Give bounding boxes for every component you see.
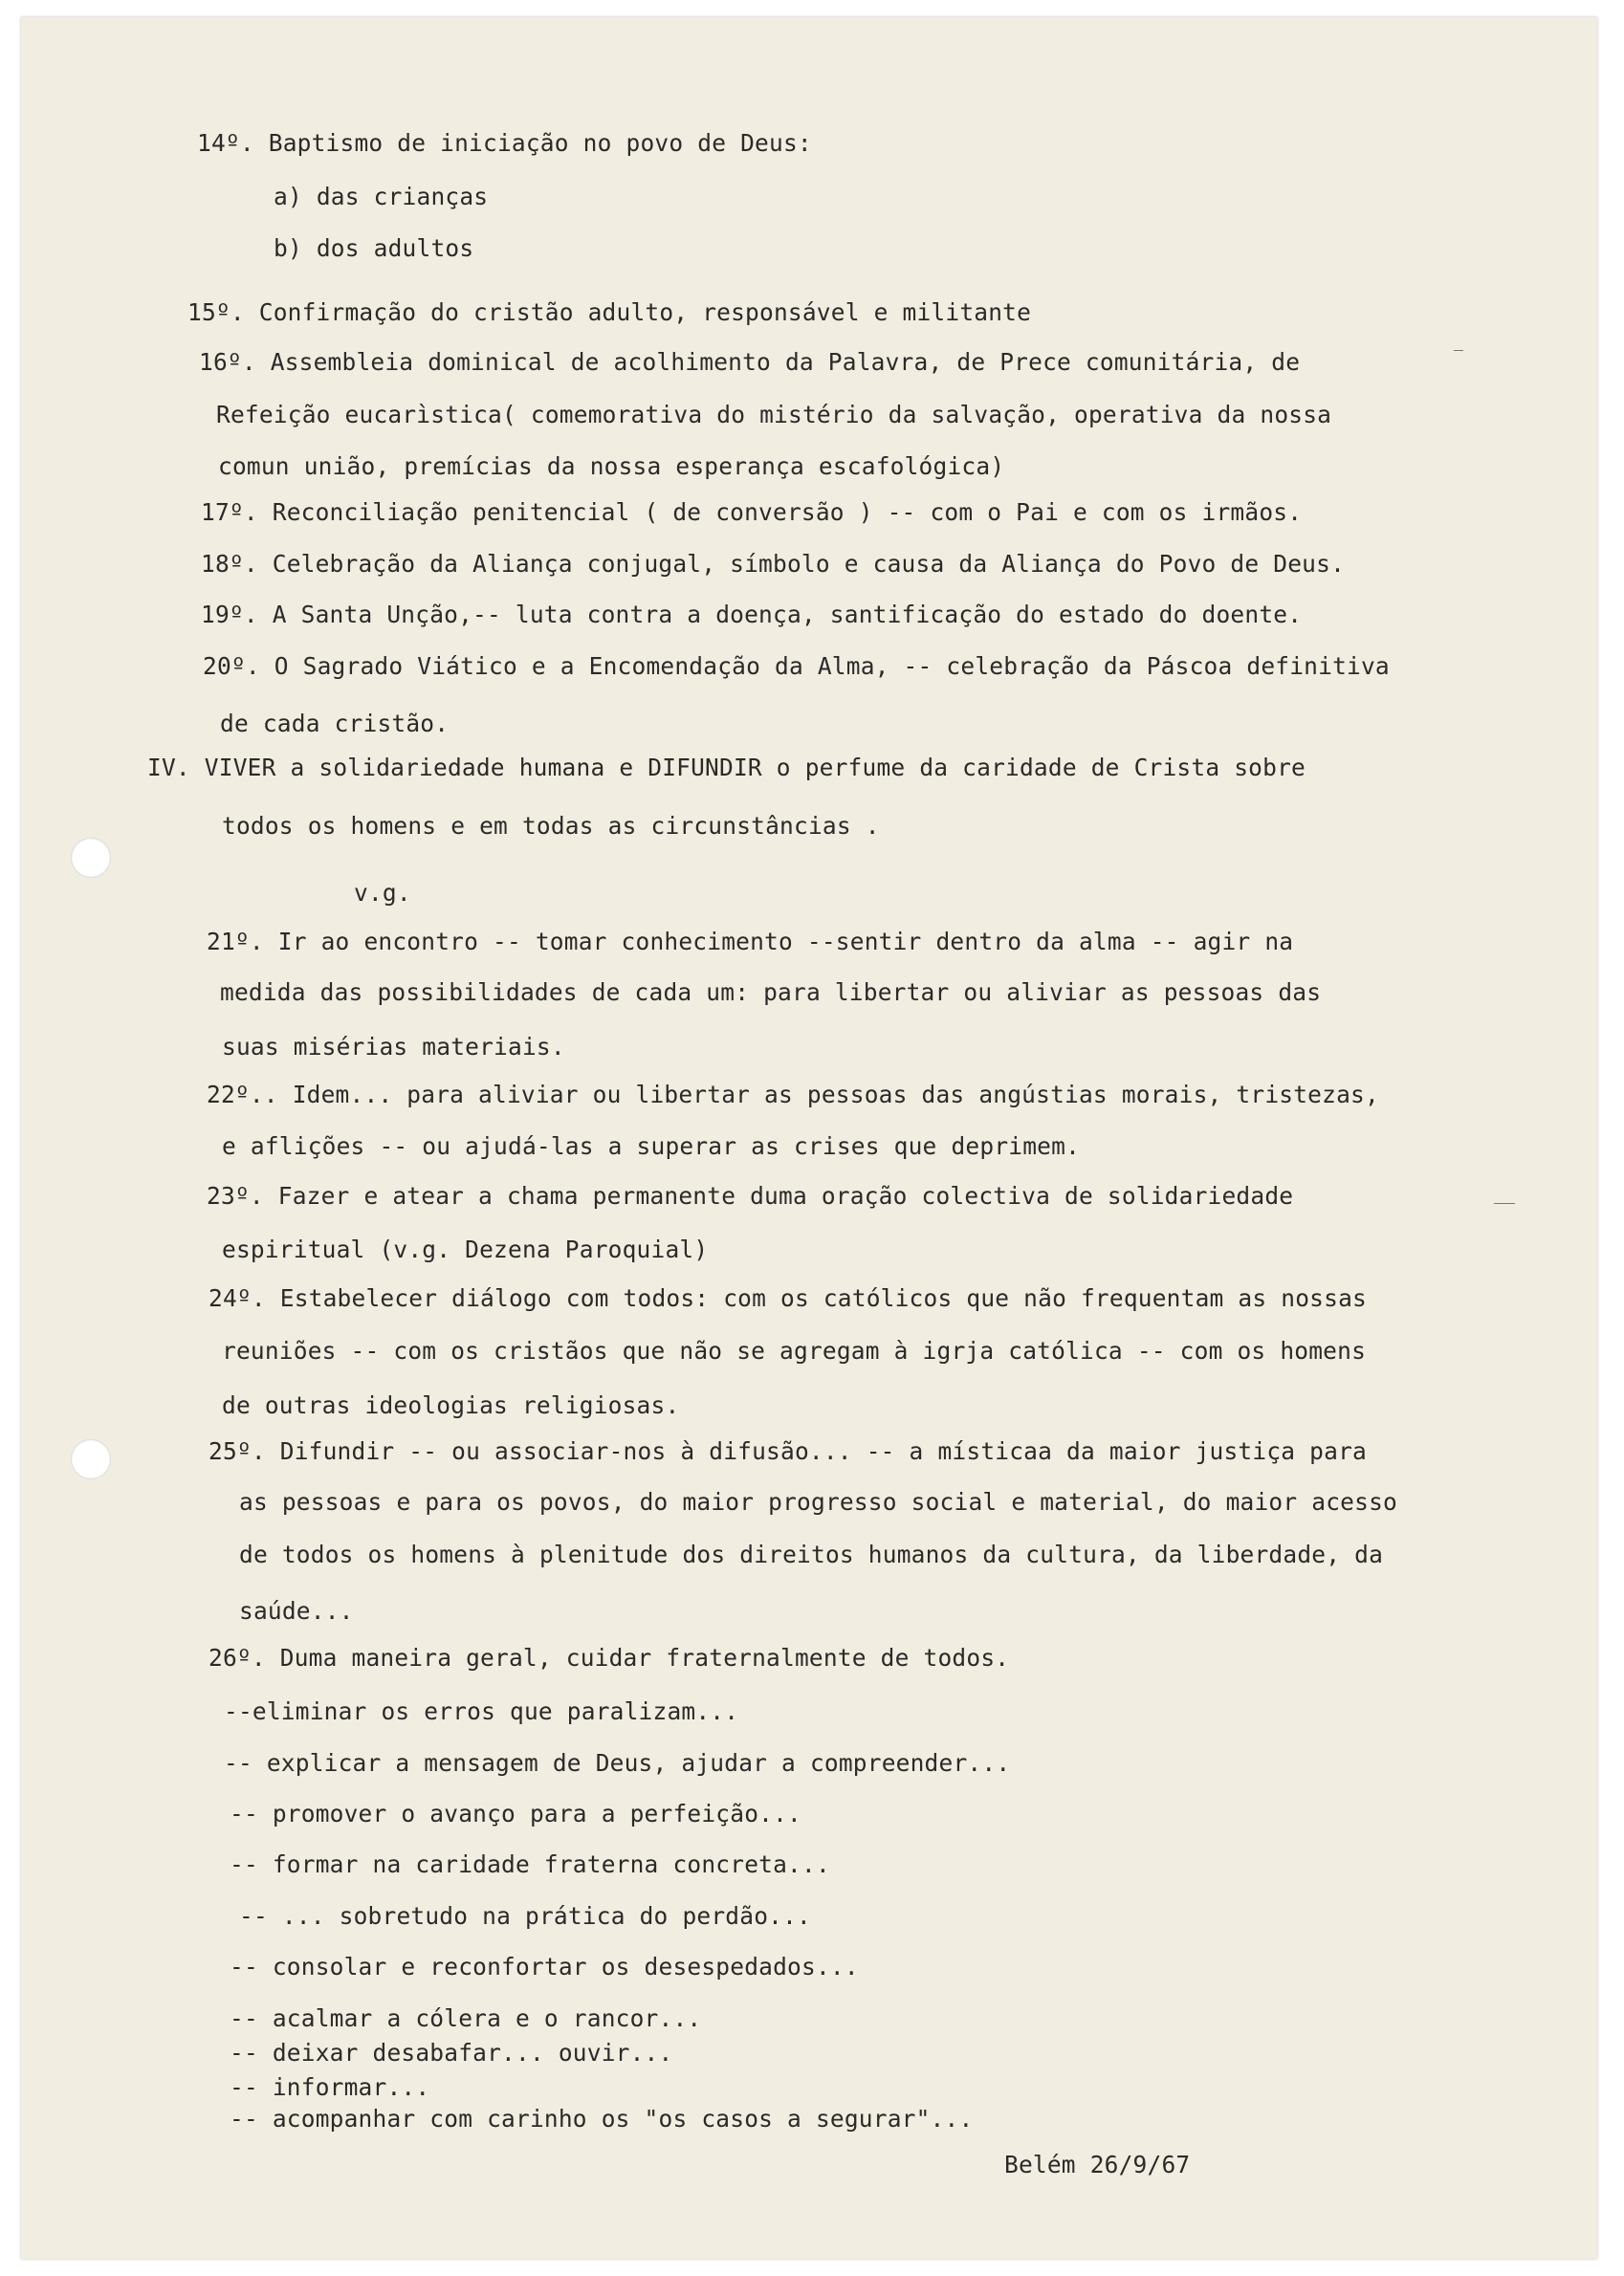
item-26-point-6: -- consolar e reconfortar os desespedados... [230,1953,859,1981]
punch-hole-top [71,838,111,878]
margin-mark [1454,350,1463,351]
item-25-line-1: 25º. Difundir -- ou associar-nos à difusão... -- a místicaa da maior justiça para [208,1437,1367,1465]
item-26-point-8: -- deixar desabafar... ouvir... [230,2039,673,2067]
item-21-line-2: medida das possibilidades de cada um: para libertar ou aliviar as pessoas das [220,978,1322,1006]
item-16-line-1: 16º. Assembleia dominical de acolhimento da Palavra, de Prece comunitária, de [199,348,1301,376]
item-19-line: 19º. A Santa Unção,-- luta contra a doença, santificação do estado do doente. [201,601,1303,628]
punch-hole-bottom [71,1439,111,1479]
margin-mark [1494,1203,1515,1204]
vg-label: v.g. [354,879,411,907]
item-22-line-1: 22º.. Idem... para aliviar ou libertar as pessoas das angústias morais, tristezas, [207,1081,1379,1108]
item-26-point-10: -- acompanhar com carinho os "os casos a segurar"... [230,2105,974,2133]
place-date-signature: Belém 26/9/67 [1004,2151,1191,2178]
item-16-line-3: comun união, premícias da nossa esperança escafológica) [218,452,1005,480]
item-21-line-1: 21º. Ir ao encontro -- tomar conhecimento --sentir dentro da alma -- agir na [207,928,1294,955]
item-25-line-4: saúde... [239,1597,354,1625]
section-iv-line-2: todos os homens e em todas as circunstâncias . [222,812,880,840]
item-20-line-1: 20º. O Sagrado Viático e a Encomendação da Alma, -- celebração da Páscoa definitiva [203,652,1390,680]
section-iv-line-1: IV. VIVER a solidariedade humana e DIFUNDIR o perfume da caridade de Crista sobre [147,754,1306,781]
item-14-option-a: a) das crianças [274,183,489,210]
item-26-point-7: -- acalmar a cólera e o rancor... [230,2004,702,2032]
item-14-option-b: b) dos adultos [274,234,474,262]
item-26-point-4: -- formar na caridade fraterna concreta... [230,1850,830,1878]
item-26-point-5: -- ... sobretudo na prática do perdão... [239,1902,812,1930]
item-24-line-2: reuniões -- com os cristãos que não se agregam à igrja católica -- com os homens [222,1337,1367,1365]
item-22-line-2: e aflições -- ou ajudá-las a superar as crises que deprimem. [222,1132,1081,1160]
item-26-point-3: -- promover o avanço para a perfeição... [230,1800,802,1827]
item-23-line-1: 23º. Fazer e atear a chama permanente duma oração colectiva de solidariedade [207,1182,1294,1210]
item-18-line: 18º. Celebração da Aliança conjugal, símbolo e causa da Aliança do Povo de Deus. [201,550,1346,578]
item-23-line-2: espiritual (v.g. Dezena Paroquial) [222,1236,709,1263]
item-15-line: 15º. Confirmação do cristão adulto, responsável e militante [187,298,1032,326]
item-26-point-2: -- explicar a mensagem de Deus, ajudar a compreender... [224,1749,1011,1777]
item-25-line-3: de todos os homens à plenitude dos direitos humanos da cultura, da liberdade, da [239,1541,1384,1568]
item-24-line-1: 24º. Estabelecer diálogo com todos: com os católicos que não frequentam as nossas [208,1284,1367,1312]
item-26-heading: 26º. Duma maneira geral, cuidar fraternalmente de todos. [208,1644,1010,1672]
item-26-point-1: --eliminar os erros que paralizam... [224,1697,739,1725]
item-25-line-2: as pessoas e para os povos, do maior progresso social e material, do maior acesso [239,1488,1397,1516]
item-16-line-2: Refeição eucarìstica( comemorativa do mistério da salvação, operativa da nossa [216,401,1332,428]
item-17-line: 17º. Reconciliação penitencial ( de conversão ) -- com o Pai e com os irmãos. [201,498,1303,526]
item-20-line-2: de cada cristão. [220,710,450,737]
item-26-point-9: -- informar... [230,2073,430,2101]
item-24-line-3: de outras ideologias religiosas. [222,1391,680,1419]
item-21-line-3: suas misérias materiais. [222,1033,565,1061]
item-14-heading: 14º. Baptismo de iniciação no povo de Deus: [197,129,812,157]
